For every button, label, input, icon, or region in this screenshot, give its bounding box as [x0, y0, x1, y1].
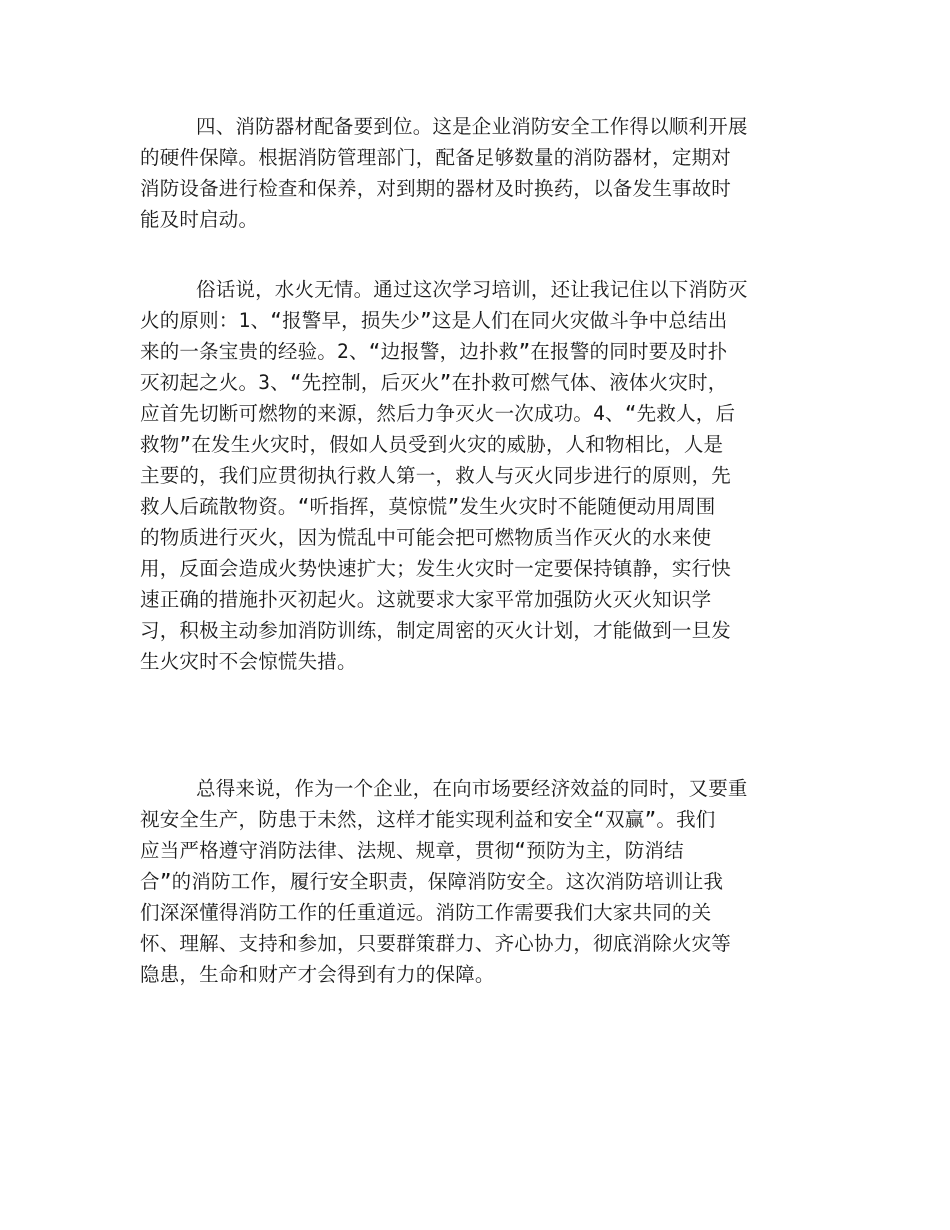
text-line: 总得来说，作为一个企业，在向市场要经济效益的同时，又要重 [196, 777, 748, 800]
text-line: 们深深懂得消防工作的任重道远。消防工作需要我们大家共同的关 [140, 901, 712, 924]
text-line: 救物”在发生火灾时，假如人员受到火灾的威胁，人和物相比，人是 [140, 433, 724, 456]
text-line: 主要的，我们应贯彻执行救人第一，救人与灭火同步进行的原则，先 [140, 464, 732, 487]
text-line: 生火灾时不会惊慌失措。 [140, 650, 357, 673]
text-line: 能及时启动。 [140, 208, 259, 231]
text-line: 习，积极主动参加消防训练，制定周密的灭火计划，才能做到一旦发 [140, 619, 732, 642]
paragraph-principles [140, 274, 820, 677]
text-line: 隐患，生命和财产才会得到有力的保障。 [140, 963, 495, 986]
text-line: 速正确的措施扑灭初起火。这就要求大家平常加强防火灭火知识学 [140, 588, 712, 611]
text-line: 来的一条宝贵的经验。2、“边报警，边扑救”在报警的同时要及时扑 [140, 340, 728, 363]
text-line: 应当严格遵守消防法律、法规、规章，贯彻“预防为主，防消结 [140, 839, 684, 862]
text-line: 怀、理解、支持和参加，只要群策群力、齐心协力，彻底消除火灾等 [140, 932, 732, 955]
text-line: 合”的消防工作，履行安全职责，保障消防安全。这次消防培训让我 [140, 870, 724, 893]
text-line: 用，反面会造成火势快速扩大；发生火灾时一定要保持镇静，实行快 [140, 557, 732, 580]
paragraph-equipment [140, 111, 820, 235]
text-line: 的硬件保障。根据消防管理部门，配备足够数量的消防器材，定期对 [140, 146, 732, 169]
text-line: 四、消防器材配备要到位。这是企业消防安全工作得以顺利开展 [196, 115, 748, 138]
text-line: 灭初起之火。3、“先控制，后灭火”在扑救可燃气体、液体火灾时， [140, 371, 728, 394]
text-line: 的物质进行灭火，因为慌乱中可能会把可燃物质当作灭火的水来使 [140, 526, 712, 549]
text-line: 视安全生产，防患于未然，这样才能实现利益和安全“双赢”。我们 [140, 808, 716, 831]
text-line: 俗话说，水火无情。通过这次学习培训，还让我记住以下消防灭 [196, 278, 748, 301]
paragraph-conclusion [140, 773, 820, 990]
text-line: 救人后疏散物资。“听指挥，莫惊慌”发生火灾时不能随便动用周围 [140, 495, 716, 518]
text-line: 应首先切断可燃物的来源，然后力争灭火一次成功。4、“先救人，后 [140, 402, 736, 425]
text-line: 消防设备进行检查和保养，对到期的器材及时换药，以备发生事故时 [140, 177, 732, 200]
text-line: 火的原则：1、“报警早，损失少”这是人们在同火灾做斗争中总结出 [140, 309, 728, 332]
